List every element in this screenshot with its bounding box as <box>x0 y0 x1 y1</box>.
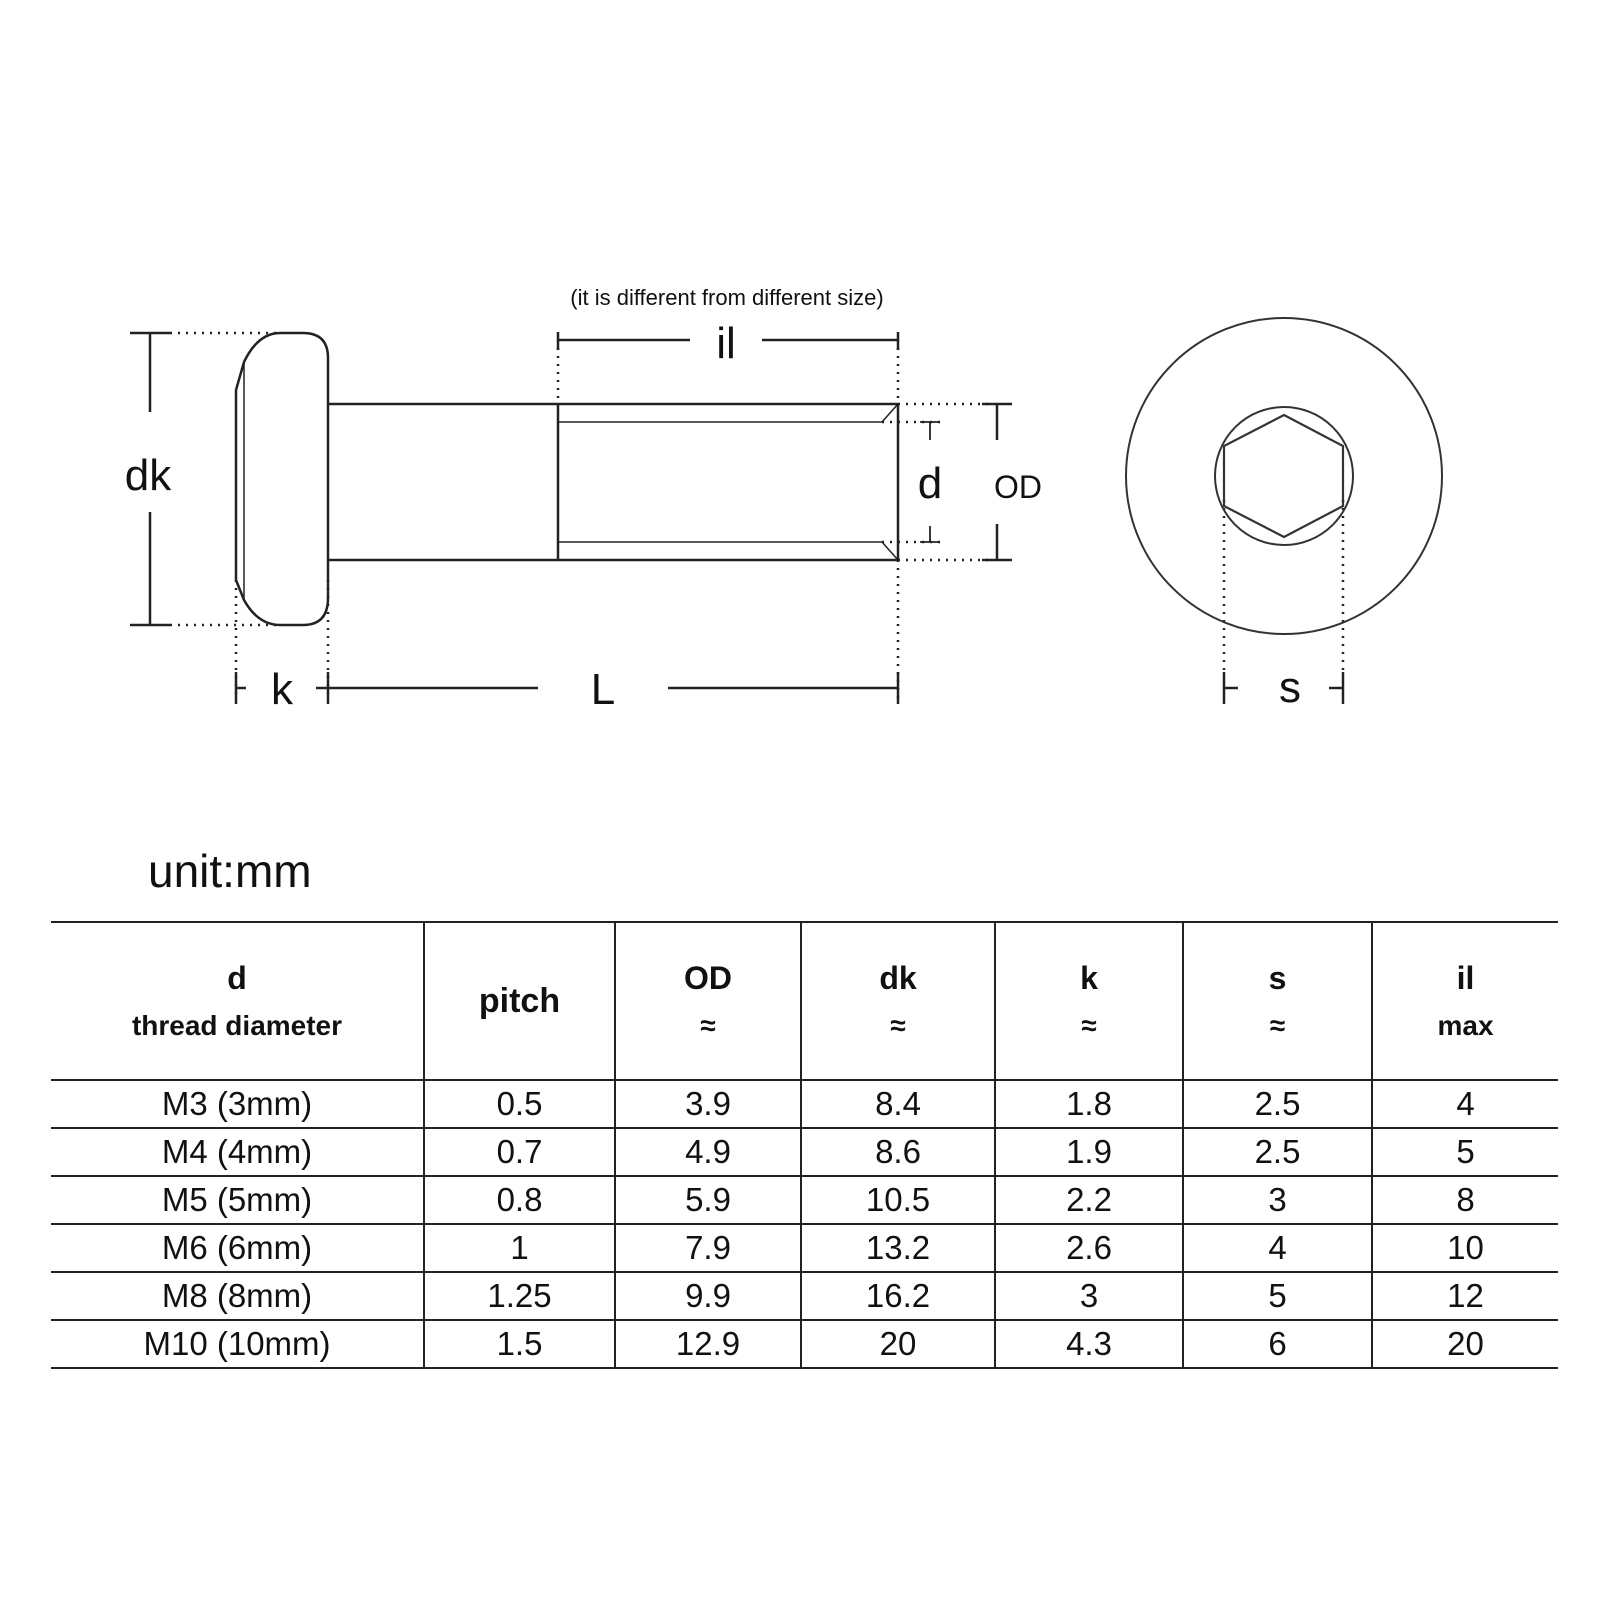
table-cell: 9.9 <box>615 1272 801 1320</box>
thread-chamfer-bottom <box>882 542 898 560</box>
table-cell: M4 (4mm) <box>51 1128 424 1176</box>
table-cell: 2.5 <box>1183 1080 1372 1128</box>
table-row <box>51 1080 1558 1128</box>
table-cell: 8.6 <box>801 1128 995 1176</box>
table-cell: 8 <box>1372 1176 1558 1224</box>
table-cell: M3 (3mm) <box>51 1080 424 1128</box>
table-cell: 8.4 <box>801 1080 995 1128</box>
table-cell: 1 <box>424 1224 615 1272</box>
header-il-main: il <box>1456 960 1475 996</box>
header-pitch-main: pitch <box>478 981 561 1020</box>
header-k-sub: ≈ <box>1081 1010 1097 1041</box>
table-cell: 12 <box>1372 1272 1558 1320</box>
header-il <box>1372 922 1558 1080</box>
header-dk <box>801 922 995 1080</box>
table-cell: 3 <box>995 1272 1183 1320</box>
table-cell: 1.9 <box>995 1128 1183 1176</box>
thread-chamfer-top <box>882 404 898 422</box>
table-cell: M6 (6mm) <box>51 1224 424 1272</box>
table-cell: M10 (10mm) <box>51 1320 424 1368</box>
il-label: il <box>716 319 736 368</box>
unit-label: unit:mm <box>148 845 312 897</box>
dk-label: dk <box>124 451 172 500</box>
table-cell: 10.5 <box>801 1176 995 1224</box>
header-dk-main: dk <box>879 960 917 996</box>
header-s-sub: ≈ <box>1269 1010 1286 1041</box>
od-label: OD <box>994 469 1042 505</box>
table-cell: 1.25 <box>424 1272 615 1320</box>
table-cell: 4.9 <box>615 1128 801 1176</box>
header-pitch <box>424 922 615 1080</box>
table-cell: 20 <box>1372 1320 1558 1368</box>
bolt-dimension-diagram <box>0 0 1601 800</box>
table-row <box>51 1128 1558 1176</box>
d-label: d <box>917 459 943 508</box>
table-cell: M8 (8mm) <box>51 1272 424 1320</box>
table-cell: 4.3 <box>995 1320 1183 1368</box>
header-k <box>995 922 1183 1080</box>
table-cell: 16.2 <box>801 1272 995 1320</box>
header-k-main: k <box>1080 960 1098 996</box>
table-cell: 4 <box>1183 1224 1372 1272</box>
table-header-row <box>51 922 1558 1080</box>
size-note: (it is different from different size) <box>570 285 884 310</box>
table-cell: 0.7 <box>424 1128 615 1176</box>
table-cell: 20 <box>801 1320 995 1368</box>
header-d-sub: thread diameter <box>131 1010 343 1041</box>
table-cell: 1.8 <box>995 1080 1183 1128</box>
table-cell: 4 <box>1372 1080 1558 1128</box>
table-cell: M5 (5mm) <box>51 1176 424 1224</box>
table-row <box>51 1272 1558 1320</box>
table-cell: 1.5 <box>424 1320 615 1368</box>
table-cell: 6 <box>1183 1320 1372 1368</box>
table-cell: 5 <box>1372 1128 1558 1176</box>
table-cell: 0.5 <box>424 1080 615 1128</box>
table-cell: 13.2 <box>801 1224 995 1272</box>
table-row <box>51 1224 1558 1272</box>
header-s-main: s <box>1268 960 1287 996</box>
table-row <box>51 1320 1558 1368</box>
table-cell: 10 <box>1372 1224 1558 1272</box>
header-d <box>51 922 424 1080</box>
table-cell: 2.2 <box>995 1176 1183 1224</box>
table-cell: 3 <box>1183 1176 1372 1224</box>
table-cell: 2.6 <box>995 1224 1183 1272</box>
header-od-main: OD <box>684 960 732 996</box>
head-end-view-outer-circle <box>1126 318 1442 634</box>
l-label: L <box>590 665 616 714</box>
header-il-sub: max <box>1437 1010 1494 1041</box>
table-cell: 7.9 <box>615 1224 801 1272</box>
header-d-main: d <box>227 960 247 996</box>
s-label: s <box>1279 663 1301 712</box>
table-cell: 5 <box>1183 1272 1372 1320</box>
table-cell: 5.9 <box>615 1176 801 1224</box>
table-cell: 12.9 <box>615 1320 801 1368</box>
table-cell: 3.9 <box>615 1080 801 1128</box>
header-s <box>1183 922 1372 1080</box>
header-od <box>615 922 801 1080</box>
table-cell: 0.8 <box>424 1176 615 1224</box>
spec-table <box>51 921 1558 1369</box>
table-cell: 2.5 <box>1183 1128 1372 1176</box>
hex-socket <box>1224 415 1343 537</box>
header-dk-sub: ≈ <box>890 1010 906 1041</box>
k-label: k <box>271 665 293 714</box>
head-end-view-inner-circle <box>1215 407 1353 545</box>
bolt-head <box>236 333 328 625</box>
table-row <box>51 1176 1558 1224</box>
header-od-sub: ≈ <box>700 1010 716 1041</box>
